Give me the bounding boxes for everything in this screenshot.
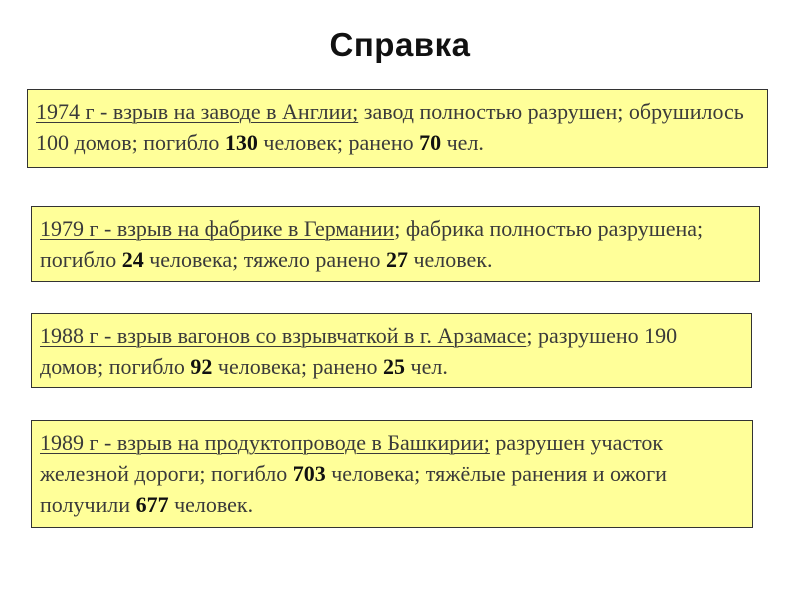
- incident-card-1988: [31, 313, 752, 388]
- incident-text: человека; тяжело ранено: [143, 247, 386, 272]
- page-title: Справка: [329, 26, 471, 63]
- deaths-count: 92: [190, 354, 213, 379]
- incident-text: ; фабрика полностью разрушена; погибло: [40, 216, 704, 272]
- incident-card-1979: [31, 206, 760, 282]
- incident-text: разрушен участок железной дороги; погибло: [40, 430, 664, 486]
- incident-text: человека; тяжёлые ранения и ожоги получили: [40, 461, 667, 517]
- incident-text: завод полностью разрушен; обрушилось 100 домов; погибло: [36, 99, 744, 155]
- incident-heading: 1974 г - взрыв на заводе в Англии;: [36, 99, 359, 124]
- incident-heading: 1989 г - взрыв на продуктопроводе в Башкирии;: [40, 430, 490, 455]
- injured-count: 70: [419, 130, 442, 155]
- injured-count: 677: [135, 492, 169, 517]
- incident-text: человека; ранено: [212, 354, 384, 379]
- injured-count: 25: [383, 354, 406, 379]
- incident-card-1989: [31, 420, 753, 528]
- incident-text: человек.: [168, 492, 254, 517]
- deaths-count: 24: [121, 247, 144, 272]
- incident-text: человек.: [407, 247, 493, 272]
- injured-count: 27: [385, 247, 408, 272]
- incident-text: чел.: [441, 130, 484, 155]
- incident-card-1974: [27, 89, 768, 168]
- incident-heading: 1988 г - взрыв вагонов со взрывчаткой в г. Арзамасе: [40, 323, 527, 348]
- incident-heading: 1979 г - взрыв на фабрике в Германии: [40, 216, 395, 241]
- incident-text: человек; ранено: [257, 130, 420, 155]
- incident-text: чел.: [405, 354, 448, 379]
- incident-text: ; разрушено 190 домов; погибло: [40, 323, 678, 379]
- deaths-count: 130: [224, 130, 258, 155]
- deaths-count: 703: [292, 461, 326, 486]
